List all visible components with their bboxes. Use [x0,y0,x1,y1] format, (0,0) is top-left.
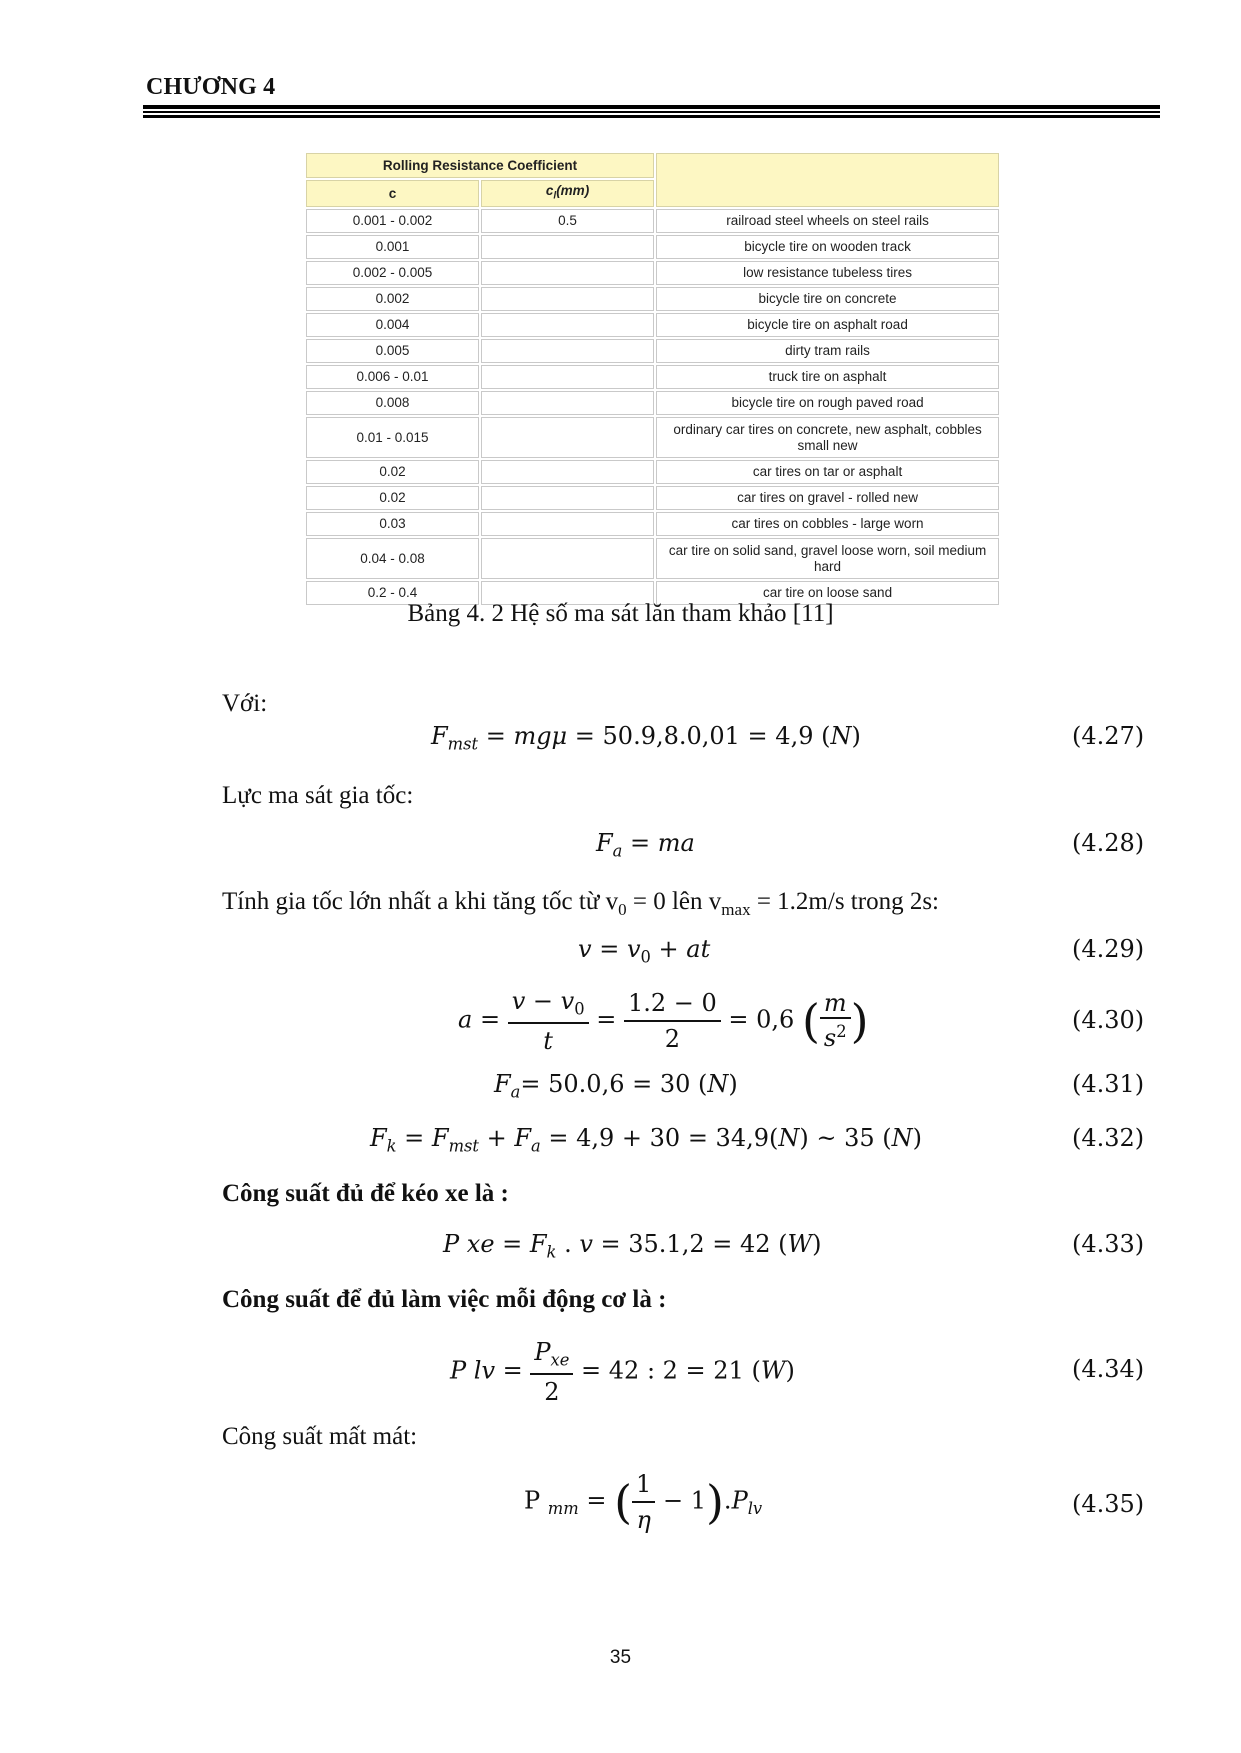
equation-4-30: a = $\frac{v - v_0}{t}$ = $\frac{1.2 - 0}{2}$ = 0,6 ( $\frac{m}{s^2}$ ) [458,987,869,1055]
table-row [306,313,999,337]
header-rule [143,111,1160,113]
table-row [306,261,999,285]
equation-4-35: P $_{mm}$ = ( $\frac{1}{\eta}$ − $1).P_{lv}$ [524,1470,763,1534]
cell-cl [481,417,654,458]
table-row [306,460,999,484]
equation-number: (4.35) [1072,1490,1145,1518]
table-title: Rolling Resistance Coefficient [306,153,654,178]
cell-c: 0.001 - 0.002 [306,209,479,233]
cell-c: 0.2 - 0.4 [306,581,479,605]
table-row [306,486,999,510]
equation-number: (4.34) [1072,1355,1145,1383]
cell-description: car tire on solid sand, gravel loose worn, soil medium hard [656,538,999,579]
cell-description: car tire on loose sand [656,581,999,605]
text-cong-suat-keo: Công suất đủ để kéo xe là : [222,1180,509,1207]
cell-cl [481,486,654,510]
equation-number: (4.27) [1072,722,1145,750]
cell-c: 0.004 [306,313,479,337]
table-row [306,512,999,536]
cell-cl [481,261,654,285]
cell-cl [481,512,654,536]
cell-c: 0.01 - 0.015 [306,417,479,458]
table-row [306,209,999,233]
table-row [306,417,999,458]
table-row [306,365,999,389]
rolling-resistance-table [304,151,1001,607]
cell-cl [481,235,654,259]
equation-number: (4.28) [1072,829,1145,857]
cell-cl [481,460,654,484]
cell-cl [481,365,654,389]
table-row [306,235,999,259]
table-header-blank [656,153,999,207]
table-caption: Bảng 4. 2 Hệ số ma sát lăn tham khảo [11] [407,600,834,627]
chapter-title: CHƯƠNG 4 [146,74,276,100]
equation-number: (4.33) [1072,1230,1145,1258]
cell-c: 0.02 [306,460,479,484]
table-header-cl: $c_l(mm)$ [481,180,654,207]
cell-c: 0.006 - 0.01 [306,365,479,389]
cell-description: dirty tram rails [656,339,999,363]
equation-number: (4.30) [1072,1006,1145,1034]
equation-4-31: $F_a= 50.0,6 = 30$ (N) [494,1070,738,1102]
cell-description: bicycle tire on asphalt road [656,313,999,337]
text-tinh-gia-toc: Tính gia tốc lớn nhất a khi tăng tốc từ $v_0 = 0$ lên $v_{max} = 1.2m/s$ trong 2s: [222,888,939,919]
equation-4-33: P xe = $F_k$ . v = 35.1,2 = 42 (W) [443,1230,822,1262]
header-rule [143,105,1160,109]
cell-cl: 0.5 [481,209,654,233]
cell-description: low resistance tubeless tires [656,261,999,285]
cell-c: 0.04 - 0.08 [306,538,479,579]
text-cong-suat-dong-co: Công suất để đủ làm việc mỗi động cơ là : [222,1286,667,1313]
cell-c: 0.03 [306,512,479,536]
cell-c: 0.005 [306,339,479,363]
cell-description: car tires on gravel - rolled new [656,486,999,510]
cell-cl [481,287,654,311]
cell-description: bicycle tire on wooden track [656,235,999,259]
table-row [306,287,999,311]
cell-cl [481,339,654,363]
equation-4-28: $F_a$ = ma [596,829,695,861]
cell-cl [481,313,654,337]
equation-4-27: $F_{mst} = mg\mu = 50.9,8.0,01 = 4,9$ (N) [431,722,861,754]
equation-4-29: $v = v_0$ + at [578,935,711,967]
text-voi: Với: [222,690,268,717]
equation-number: (4.31) [1072,1070,1145,1098]
cell-description: truck tire on asphalt [656,365,999,389]
cell-description: bicycle tire on concrete [656,287,999,311]
table-row [306,339,999,363]
equation-number: (4.29) [1072,935,1145,963]
text-luc-ma-sat: Lực ma sát gia tốc: [222,782,414,809]
cell-cl [481,538,654,579]
cell-description: car tires on tar or asphalt [656,460,999,484]
equation-4-32: $F_k = F_{mst} + F_a = 4,9 + 30 = 34,9(N)$ ~ 35 (N) [370,1124,922,1156]
header-rule [143,115,1160,118]
cell-c: 0.002 - 0.005 [306,261,479,285]
equation-4-34: P lv = $\frac{P_{xe}}{2}$ = 42 : 2 = 21 (W) [450,1338,795,1406]
cell-c: 0.001 [306,235,479,259]
cell-c: 0.02 [306,486,479,510]
page-number: 35 [609,1647,632,1668]
cell-description: car tires on cobbles - large worn [656,512,999,536]
cell-c: 0.002 [306,287,479,311]
cell-cl [481,391,654,415]
cell-description: railroad steel wheels on steel rails [656,209,999,233]
table-row [306,391,999,415]
table-header-c: c [306,180,479,207]
equation-number: (4.32) [1072,1124,1145,1152]
cell-description: bicycle tire on rough paved road [656,391,999,415]
text-cong-suat-mat-mat: Công suất mất mát: [222,1423,418,1450]
cell-description: ordinary car tires on concrete, new asphalt, cobbles small new [656,417,999,458]
cell-c: 0.008 [306,391,479,415]
table-row [306,538,999,579]
